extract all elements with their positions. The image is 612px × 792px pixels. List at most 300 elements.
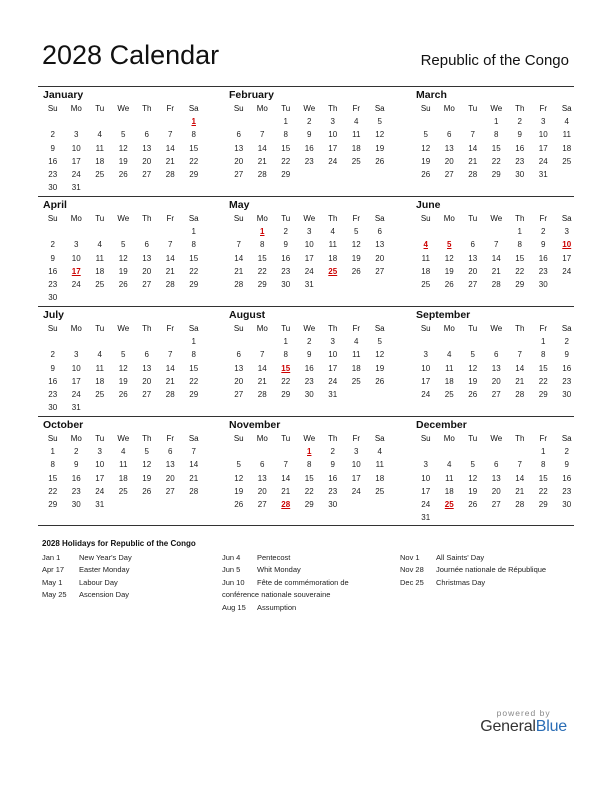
- holiday-name: Journée nationale de République: [436, 565, 547, 575]
- day-cell: 18: [95, 266, 105, 276]
- day-cell: 16: [515, 143, 525, 153]
- day-cell: 30: [328, 499, 338, 509]
- month-name: May: [229, 199, 250, 211]
- empty-cell: [159, 335, 183, 348]
- holiday-name: All Saints' Day: [436, 553, 485, 562]
- weekday-label: Sa: [188, 434, 199, 443]
- empty-cell: [414, 445, 438, 458]
- month-september: [411, 307, 574, 416]
- day-cell: 23: [48, 279, 58, 289]
- day-cell: 5: [236, 460, 241, 470]
- calendar-title: 2028 Calendar: [42, 40, 220, 70]
- weekday-label: Fr: [352, 434, 361, 443]
- empty-cell: [461, 445, 485, 458]
- day-cell: 14: [281, 473, 291, 483]
- day-cell: 23: [562, 486, 572, 496]
- day-cell: 26: [351, 266, 361, 276]
- day-cell: 10: [328, 350, 338, 360]
- day-cell: 22: [189, 376, 199, 386]
- day-cell: 18: [444, 376, 454, 386]
- day-cell: 8: [541, 460, 546, 470]
- day-cell: 13: [234, 363, 244, 373]
- holiday-day: 17: [71, 266, 81, 276]
- day-cell: 12: [375, 130, 385, 140]
- weekday-label: Tu: [281, 214, 291, 223]
- day-cell: 11: [95, 363, 104, 373]
- day-cell: 21: [189, 473, 199, 483]
- day-cell: 21: [257, 156, 267, 166]
- holiday-column-1: [42, 552, 212, 602]
- day-cell: 5: [470, 350, 475, 360]
- day-cell: 2: [50, 350, 55, 360]
- day-cell: 22: [538, 486, 548, 496]
- day-cell: 4: [354, 117, 359, 127]
- weekday-label: Su: [420, 214, 431, 223]
- empty-cell: [508, 445, 532, 458]
- day-cell: 23: [538, 266, 548, 276]
- day-cell: 23: [562, 376, 572, 386]
- day-cell: 10: [304, 240, 314, 250]
- day-cell: 2: [564, 337, 569, 347]
- day-cell: 1: [191, 337, 196, 347]
- day-cell: 22: [189, 156, 199, 166]
- day-cell: 19: [375, 363, 385, 373]
- weekday-label: We: [303, 434, 316, 443]
- day-cell: 2: [564, 447, 569, 457]
- day-cell: 28: [189, 486, 199, 496]
- day-cell: 19: [118, 376, 128, 386]
- day-cell: 17: [421, 376, 431, 386]
- month-name: March: [416, 89, 447, 101]
- day-cell: 22: [281, 376, 291, 386]
- country-name: Republic of the Congo: [420, 52, 569, 69]
- day-cell: 19: [142, 473, 152, 483]
- day-cell: 17: [562, 253, 572, 263]
- day-cell: 8: [260, 240, 265, 250]
- day-cell: 7: [494, 240, 499, 250]
- holiday-date: May 25: [42, 590, 67, 600]
- day-cell: 2: [307, 117, 312, 127]
- holiday-date: Jun 5: [222, 565, 241, 575]
- day-cell: 10: [71, 363, 81, 373]
- day-cell: 20: [142, 156, 152, 166]
- holiday-name: Pentecost: [257, 553, 291, 562]
- day-cell: 9: [541, 240, 546, 250]
- empty-cell: [41, 335, 65, 348]
- weekday-label: Tu: [468, 104, 478, 113]
- holiday-name-continued: conférence nationale souveraine: [222, 590, 331, 600]
- day-cell: 30: [562, 499, 572, 509]
- month-april: [38, 197, 224, 306]
- day-cell: 13: [142, 363, 152, 373]
- day-cell: 10: [538, 130, 548, 140]
- day-cell: 10: [421, 473, 431, 483]
- day-cell: 28: [515, 499, 525, 509]
- day-cell: 27: [491, 499, 501, 509]
- day-cell: 13: [491, 473, 501, 483]
- day-cell: 5: [423, 130, 428, 140]
- weekday-label: Su: [47, 104, 58, 113]
- day-cell: 22: [257, 266, 267, 276]
- day-cell: 26: [468, 499, 478, 509]
- day-cell: 7: [517, 460, 522, 470]
- day-cell: 9: [50, 253, 55, 263]
- day-cell: 24: [71, 279, 81, 289]
- day-cell: 4: [97, 130, 102, 140]
- day-cell: 26: [375, 156, 385, 166]
- day-cell: 6: [144, 130, 149, 140]
- weekday-label: Th: [142, 434, 152, 443]
- day-cell: 26: [375, 376, 385, 386]
- day-cell: 22: [281, 156, 291, 166]
- day-grid: [414, 322, 574, 401]
- day-cell: 22: [304, 486, 314, 496]
- day-cell: 2: [283, 227, 288, 237]
- holiday-name: Assumption: [257, 602, 297, 612]
- day-cell: 14: [515, 363, 525, 373]
- holiday-day: 1: [191, 117, 196, 127]
- day-cell: 18: [328, 253, 338, 263]
- day-cell: 9: [74, 460, 79, 470]
- day-cell: 4: [377, 447, 382, 457]
- holiday-item: [400, 552, 580, 564]
- day-cell: 28: [257, 169, 267, 179]
- day-cell: 17: [538, 143, 548, 153]
- weekday-label: Th: [515, 434, 525, 443]
- weekday-label: Sa: [374, 324, 385, 333]
- day-cell: 12: [444, 253, 454, 263]
- day-cell: 27: [165, 486, 175, 496]
- day-cell: 23: [281, 266, 291, 276]
- day-cell: 26: [118, 279, 128, 289]
- holiday-date: Jun 4: [222, 553, 241, 562]
- day-cell: 16: [562, 473, 572, 483]
- month-june: [411, 197, 574, 306]
- day-cell: 27: [234, 389, 244, 399]
- weekday-label: Th: [515, 214, 525, 223]
- day-cell: 6: [377, 227, 382, 237]
- weekday-label: Fr: [166, 214, 175, 223]
- weekday-label: Sa: [374, 214, 385, 223]
- day-cell: 17: [71, 376, 81, 386]
- day-cell: 26: [444, 279, 454, 289]
- month-row: [38, 196, 574, 306]
- day-cell: 21: [281, 486, 291, 496]
- month-row: [38, 306, 574, 416]
- weekday-label: Mo: [443, 434, 455, 443]
- day-cell: 3: [74, 130, 79, 140]
- empty-cell: [251, 115, 275, 128]
- day-cell: 1: [50, 447, 55, 457]
- day-cell: 8: [283, 350, 288, 360]
- day-cell: 2: [541, 227, 546, 237]
- month-row: [38, 416, 574, 526]
- day-cell: 16: [71, 473, 81, 483]
- day-cell: 29: [281, 389, 291, 399]
- day-cell: 17: [95, 473, 105, 483]
- day-cell: 15: [491, 143, 501, 153]
- weekday-label: Tu: [95, 324, 105, 333]
- day-cell: 7: [168, 240, 173, 250]
- holiday-item: [400, 564, 580, 576]
- day-grid: [414, 102, 574, 181]
- day-cell: 24: [328, 156, 338, 166]
- holiday-day: 28: [281, 499, 291, 509]
- month-name: September: [416, 309, 471, 321]
- day-cell: 1: [191, 227, 196, 237]
- weekday-label: Tu: [281, 324, 291, 333]
- day-cell: 23: [48, 169, 58, 179]
- holiday-item: [222, 564, 392, 576]
- day-cell: 28: [468, 169, 478, 179]
- weekday-label: Mo: [256, 324, 268, 333]
- day-cell: 17: [421, 486, 431, 496]
- day-cell: 2: [330, 447, 335, 457]
- day-grid: [41, 322, 224, 414]
- day-cell: 30: [304, 389, 314, 399]
- weekday-label: Su: [233, 104, 244, 113]
- empty-cell: [438, 335, 462, 348]
- weekday-label: We: [117, 104, 130, 113]
- weekday-label: Tu: [95, 104, 105, 113]
- day-cell: 5: [121, 130, 126, 140]
- holiday-day: 4: [423, 240, 428, 250]
- day-cell: 15: [189, 363, 199, 373]
- powered-by-text: powered by: [496, 708, 551, 718]
- day-cell: 21: [165, 156, 175, 166]
- empty-cell: [65, 225, 89, 238]
- empty-cell: [251, 445, 275, 458]
- weekday-label: Su: [47, 214, 58, 223]
- day-cell: 16: [48, 376, 58, 386]
- day-cell: 5: [354, 227, 359, 237]
- empty-cell: [461, 335, 485, 348]
- weekday-label: We: [303, 324, 316, 333]
- day-cell: 20: [375, 253, 385, 263]
- day-cell: 23: [304, 376, 314, 386]
- day-cell: 29: [304, 499, 314, 509]
- weekday-label: Fr: [166, 104, 175, 113]
- empty-cell: [461, 225, 485, 238]
- day-cell: 12: [421, 143, 431, 153]
- day-cell: 14: [257, 143, 267, 153]
- day-cell: 3: [564, 227, 569, 237]
- holidays-title: 2028 Holidays for Republic of the Congo: [42, 539, 196, 548]
- day-cell: 14: [165, 253, 175, 263]
- empty-cell: [485, 335, 509, 348]
- empty-cell: [414, 335, 438, 348]
- day-cell: 29: [538, 499, 548, 509]
- weekday-label: Mo: [70, 324, 82, 333]
- day-cell: 14: [515, 473, 525, 483]
- day-cell: 10: [328, 130, 338, 140]
- day-cell: 17: [304, 253, 314, 263]
- day-cell: 6: [236, 130, 241, 140]
- day-cell: 21: [234, 266, 244, 276]
- day-cell: 10: [71, 253, 81, 263]
- weekday-label: Mo: [70, 214, 82, 223]
- day-cell: 19: [375, 143, 385, 153]
- day-cell: 6: [470, 240, 475, 250]
- holiday-day: 1: [260, 227, 265, 237]
- day-cell: 3: [74, 350, 79, 360]
- day-cell: 14: [257, 363, 267, 373]
- empty-cell: [112, 335, 136, 348]
- day-cell: 19: [468, 376, 478, 386]
- day-cell: 17: [351, 473, 361, 483]
- day-cell: 12: [118, 253, 128, 263]
- month-march: [411, 87, 574, 196]
- weekday-label: Fr: [539, 324, 548, 333]
- day-cell: 7: [168, 350, 173, 360]
- holiday-item: [400, 577, 580, 589]
- day-cell: 25: [351, 376, 361, 386]
- weekday-label: We: [117, 324, 130, 333]
- day-cell: 5: [121, 350, 126, 360]
- weekday-label: Sa: [374, 104, 385, 113]
- day-cell: 23: [48, 389, 58, 399]
- day-cell: 30: [281, 279, 291, 289]
- day-cell: 15: [515, 253, 525, 263]
- day-cell: 29: [189, 389, 199, 399]
- day-cell: 29: [281, 169, 291, 179]
- empty-cell: [227, 115, 251, 128]
- day-cell: 8: [517, 240, 522, 250]
- empty-cell: [485, 445, 509, 458]
- day-cell: 24: [562, 266, 572, 276]
- day-cell: 24: [421, 389, 431, 399]
- day-cell: 27: [444, 169, 454, 179]
- weekday-label: Mo: [443, 324, 455, 333]
- day-cell: 16: [48, 156, 58, 166]
- day-cell: 22: [189, 266, 199, 276]
- month-january: [38, 87, 224, 196]
- day-cell: 25: [351, 156, 361, 166]
- day-cell: 25: [95, 169, 105, 179]
- day-cell: 13: [142, 253, 152, 263]
- holiday-date: Jan 1: [42, 553, 61, 562]
- weekday-label: Sa: [188, 324, 199, 333]
- day-cell: 20: [234, 376, 244, 386]
- day-cell: 29: [257, 279, 267, 289]
- day-cell: 2: [74, 447, 79, 457]
- day-cell: 10: [351, 460, 361, 470]
- weekday-label: Th: [515, 104, 525, 113]
- empty-cell: [414, 225, 438, 238]
- weekday-label: We: [490, 324, 503, 333]
- day-cell: 8: [191, 350, 196, 360]
- day-cell: 13: [491, 363, 501, 373]
- day-cell: 27: [234, 169, 244, 179]
- weekday-label: Su: [233, 434, 244, 443]
- weekday-label: We: [303, 214, 316, 223]
- empty-cell: [438, 445, 462, 458]
- day-cell: 26: [142, 486, 152, 496]
- day-cell: 17: [71, 156, 81, 166]
- day-cell: 11: [95, 253, 104, 263]
- day-cell: 24: [328, 376, 338, 386]
- empty-cell: [112, 115, 136, 128]
- weekday-label: Fr: [352, 324, 361, 333]
- day-cell: 7: [191, 447, 196, 457]
- month-february: [224, 87, 411, 196]
- weekday-label: Fr: [539, 214, 548, 223]
- brand-name-general: General: [480, 718, 536, 735]
- weekday-label: We: [117, 214, 130, 223]
- day-cell: 4: [97, 240, 102, 250]
- day-cell: 31: [71, 403, 81, 413]
- day-cell: 4: [354, 337, 359, 347]
- holiday-name: New Year's Day: [79, 553, 132, 562]
- day-cell: 27: [257, 499, 267, 509]
- day-cell: 28: [257, 389, 267, 399]
- day-cell: 10: [421, 363, 431, 373]
- day-cell: 16: [538, 253, 548, 263]
- day-cell: 11: [352, 130, 361, 140]
- month-name: April: [43, 199, 67, 211]
- day-cell: 16: [328, 473, 338, 483]
- day-cell: 15: [538, 363, 548, 373]
- day-cell: 27: [468, 279, 478, 289]
- day-cell: 12: [468, 473, 478, 483]
- day-cell: 11: [352, 350, 361, 360]
- day-cell: 29: [48, 499, 58, 509]
- weekday-label: Tu: [468, 214, 478, 223]
- day-cell: 18: [95, 156, 105, 166]
- holiday-item: [42, 564, 212, 576]
- day-cell: 12: [234, 473, 244, 483]
- day-cell: 3: [541, 117, 546, 127]
- day-cell: 29: [515, 279, 525, 289]
- day-cell: 24: [538, 156, 548, 166]
- day-cell: 6: [144, 240, 149, 250]
- day-cell: 19: [118, 266, 128, 276]
- weekday-label: Tu: [281, 104, 291, 113]
- day-cell: 9: [50, 143, 55, 153]
- day-cell: 19: [118, 156, 128, 166]
- day-cell: 7: [260, 130, 265, 140]
- day-cell: 7: [517, 350, 522, 360]
- day-cell: 3: [74, 240, 79, 250]
- day-cell: 11: [445, 473, 454, 483]
- day-cell: 15: [281, 143, 291, 153]
- day-cell: 13: [468, 253, 478, 263]
- day-cell: 19: [234, 486, 244, 496]
- day-cell: 3: [423, 460, 428, 470]
- weekday-label: We: [303, 104, 316, 113]
- day-cell: 28: [165, 169, 175, 179]
- empty-cell: [88, 115, 112, 128]
- day-cell: 15: [538, 473, 548, 483]
- day-cell: 8: [191, 130, 196, 140]
- weekday-label: We: [490, 104, 503, 113]
- day-cell: 7: [260, 350, 265, 360]
- day-cell: 4: [121, 447, 126, 457]
- day-cell: 27: [142, 389, 152, 399]
- day-grid: [41, 432, 224, 511]
- holiday-item: [42, 577, 212, 589]
- day-grid: [227, 432, 411, 511]
- brand-name-blue: Blue: [535, 718, 567, 735]
- day-cell: 31: [538, 169, 548, 179]
- day-cell: 14: [189, 460, 199, 470]
- weekday-label: Mo: [443, 104, 455, 113]
- day-grid: [41, 102, 224, 194]
- day-cell: 6: [260, 460, 265, 470]
- empty-cell: [438, 115, 462, 128]
- day-cell: 25: [421, 279, 431, 289]
- day-cell: 25: [95, 389, 105, 399]
